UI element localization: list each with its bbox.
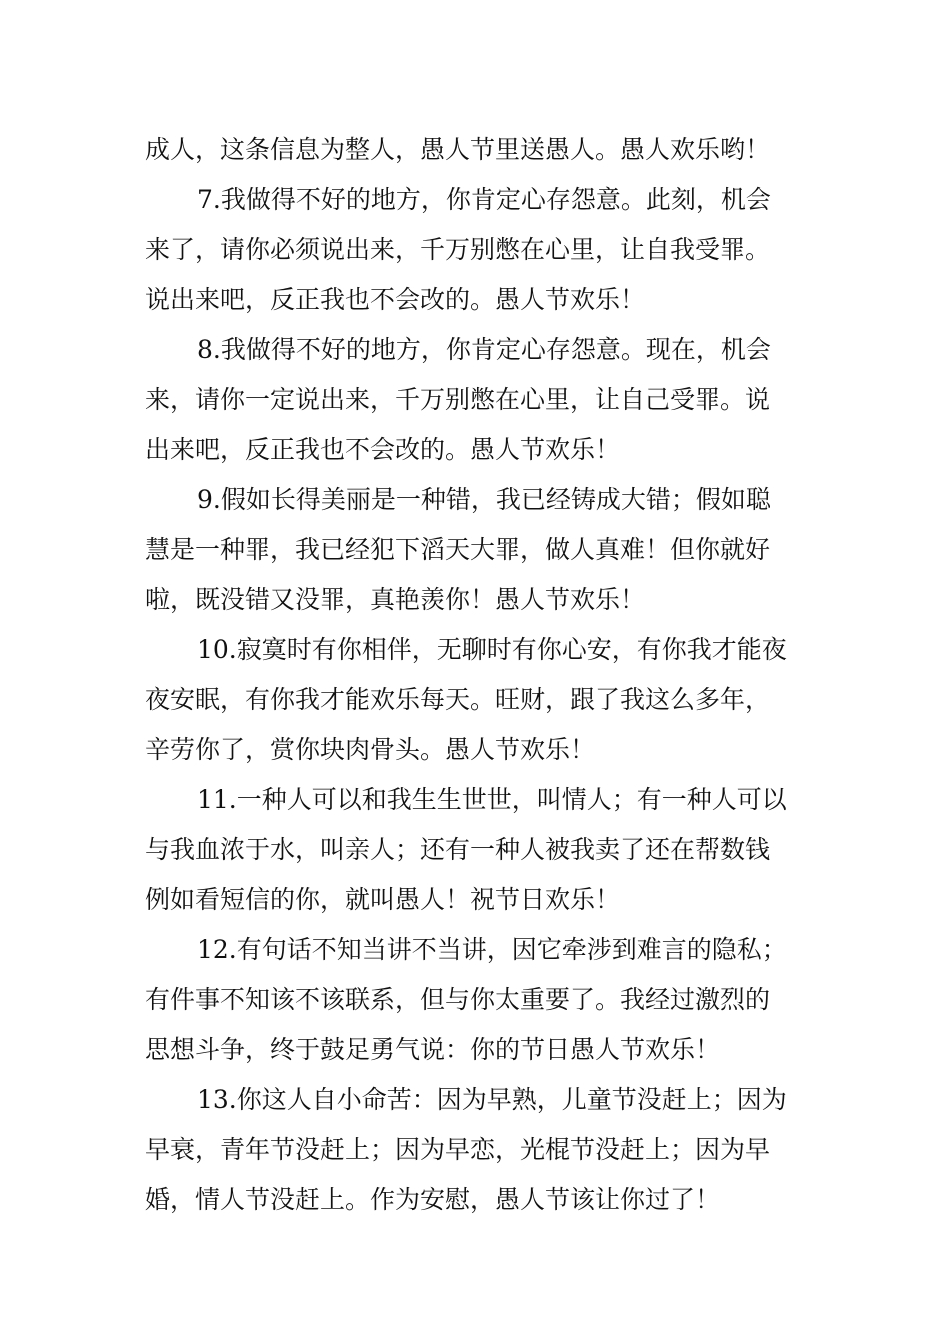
paragraph-12-line-2: 有件事不知该不该联系，但与你太重要了。我经过激烈的 xyxy=(145,985,771,1014)
paragraph-13-line-3: 婚，情人节没赶上。作为安慰，愚人节该让你过了！ xyxy=(145,1185,721,1214)
paragraph-11-line-1: 11.一种人可以和我生生世世，叫情人；有一种人可以 xyxy=(197,785,787,814)
paragraph-9-line-2: 慧是一种罪，我已经犯下滔天大罪，做人真难！但你就好 xyxy=(145,535,771,564)
paragraph-10-line-2: 夜安眠，有你我才能欢乐每天。旺财，跟了我这么多年， xyxy=(145,685,771,714)
paragraph-9-line-1: 9.假如长得美丽是一种错，我已经铸成大错；假如聪 xyxy=(197,485,771,514)
paragraph-8-line-2: 来，请你一定说出来，千万别憋在心里，让自己受罪。说 xyxy=(145,385,771,414)
paragraph-8-line-3: 出来吧，反正我也不会改的。愚人节欢乐！ xyxy=(145,435,621,464)
paragraph-13-line-2: 早衰，青年节没赶上；因为早恋，光棍节没赶上；因为早 xyxy=(145,1135,771,1164)
paragraph-11-line-2: 与我血浓于水，叫亲人；还有一种人被我卖了还在帮数钱 xyxy=(145,835,771,864)
paragraph-12-line-1: 12.有句话不知当讲不当讲，因它牵涉到难言的隐私； xyxy=(197,935,787,964)
paragraph-7-line-2: 来了，请你必须说出来，千万别憋在心里，让自我受罪。 xyxy=(145,235,771,264)
paragraph-8-line-1: 8.我做得不好的地方，你肯定心存怨意。现在，机会 xyxy=(197,335,771,364)
paragraph-7-line-1: 7.我做得不好的地方，你肯定心存怨意。此刻，机会 xyxy=(197,185,771,214)
text-line: 成人，这条信息为整人，愚人节里送愚人。愚人欢乐哟！ xyxy=(145,135,771,164)
paragraph-7-line-3: 说出来吧，反正我也不会改的。愚人节欢乐！ xyxy=(145,285,646,314)
paragraph-10-line-1: 10.寂寞时有你相伴，无聊时有你心安，有你我才能夜 xyxy=(197,635,787,664)
paragraph-9-line-3: 啦，既没错又没罪，真艳羡你！愚人节欢乐！ xyxy=(145,585,646,614)
paragraph-11-line-3: 例如看短信的你，就叫愚人！祝节日欢乐！ xyxy=(145,885,621,914)
paragraph-13-line-1: 13.你这人自小命苦：因为早熟，儿童节没赶上；因为 xyxy=(197,1085,787,1114)
paragraph-12-line-3: 思想斗争，终于鼓足勇气说：你的节日愚人节欢乐！ xyxy=(145,1035,721,1064)
paragraph-10-line-3: 辛劳你了，赏你块肉骨头。愚人节欢乐！ xyxy=(145,735,596,764)
